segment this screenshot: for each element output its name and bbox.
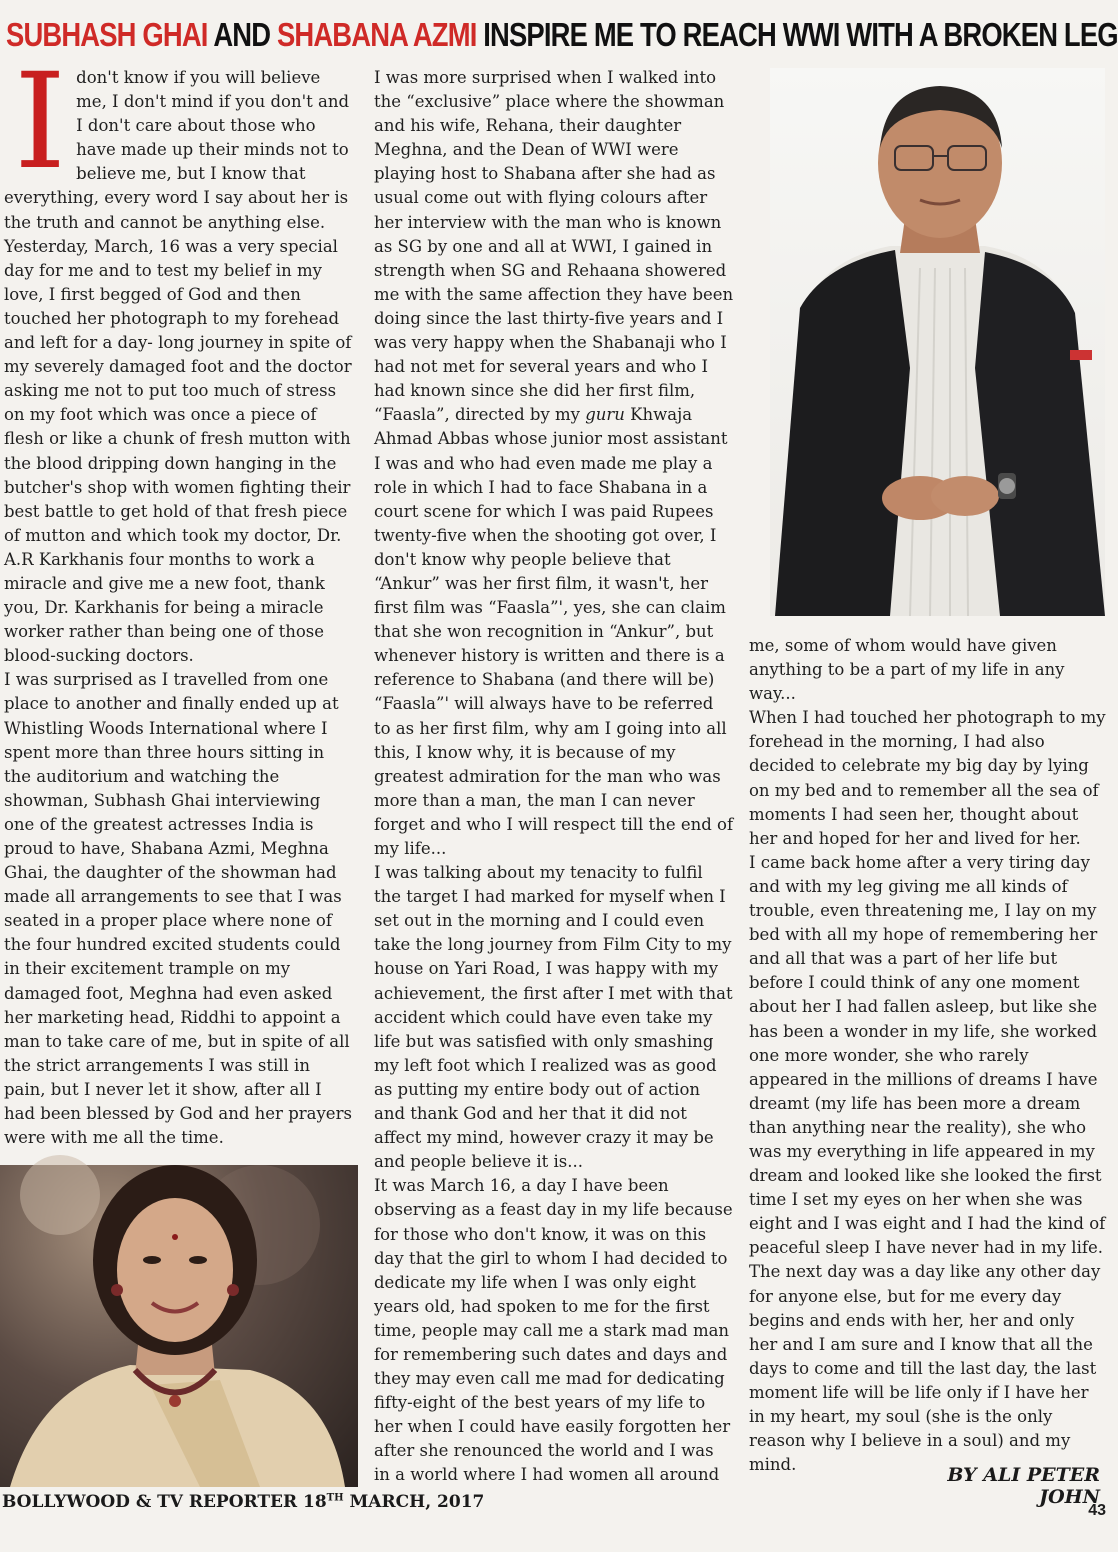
paragraph: Yesterday, March, 16 was a very special day for me and to test my belief in my love, I first begged of God and then touched her photograph to my forehead and left for a day- long journey in spite of my severely damaged foot and the doctor asking me not to put too much of stress on my foot which was once a piece of flesh or like a chunk of fresh mutton with the blood dripping down hanging in the butcher's shop with women fighting their best battle to get hold of that fresh piece of mutton and which took my doctor, Dr. A.R Karkhanis four months to work a miracle and give me a new foot, thank you, Dr. Karkhanis for being a miracle worker rather than being one of those blood-sucking doctors. — [4, 236, 352, 666]
paragraph: I was surprised as I travelled from one place to another and finally ended up at Whistling Woods International where I spent more than three hours sitting in the auditorium and watching the showman, Subhash Ghai interviewing one of the greatest actresses India is proud to have, Shabana Azmi, Meghna Ghai, the daughter of the showman had made all arrangements to see that I was seated in a proper place where none of the four hundred excited students could in their excitement trample on my damaged foot, Meghna had even asked her marketing head, Riddhi to appoint a man to take care of me, but in spite of all the strict arrangements I was still in pain, but I never let it show, after all I had been blessed by God and her prayers were with me all the time. — [4, 670, 352, 1148]
article-column-3 — [749, 634, 1107, 1475]
article-headline — [6, 14, 1118, 56]
subhash-ghai-photo — [770, 68, 1105, 616]
shabana-azmi-illustration — [0, 1165, 358, 1487]
publication-date: MARCH, 2017 — [343, 1492, 485, 1512]
shabana-azmi-photo — [0, 1165, 358, 1487]
paragraph: I was talking about my tenacity to fulfil the target I had marked for myself when I set out in the morning and I could even take the long journey from Film City to my house on Yari Road, I was happy with my achievement, the first after I met with that accident which could have even take my life but was satisfied with only smashing my left foot which I realized was as good as putting my entire body out of action and thank God and her that it did not affect my mind, however crazy it may be and people believe it is... — [374, 863, 733, 1172]
paragraph: don't know if you will believe me, I don't mind if you don't and I don't care about those who have made up their minds not to believe me, but I know that everything, every word I say about her is the truth and cannot be anything else. — [4, 68, 350, 232]
headline-name-1: SUBHASH GHAI — [6, 16, 208, 53]
drop-cap: I — [14, 45, 67, 199]
paragraph: It was March 16, a day I have been observing as a feast day in my life because for those who don't know, it was on this day that the girl to whom I had decided to dedicate my life when I was only eight years old, had spoken to me for the first time, people may call me a stark mad man for remembering such dates and days and they may even call me mad for dedicating fifty-eight of the best years of my life to her when I could have easily forgotten her after she renounced the world and I was in a world where I had women all around — [374, 1176, 733, 1485]
headline-connector: AND — [207, 16, 277, 53]
page-number: 43 — [1088, 1502, 1106, 1519]
paragraph: I came back home after a very tiring day and with my leg giving me all kinds of trouble, even threatening me, I lay on my bed with all my hope of remembering her and all that was a part of her life but before I could think of any one moment about her I had fallen asleep, but like she has been a wonder in my life, she worked one more wonder, she who rarely appeared in the millions of dreams I have dreamt (my life has been more a dream than anything near the reality), she who was my everything in life appeared in my dream and looked like she looked the first time I set my eyes on her when she was eight and I was eight and I had the kind of peaceful sleep I have never had in my life. — [749, 852, 1106, 1258]
paragraph: When I had touched her photograph to my forehead in the morning, I had also decided to celebrate my big day by lying on my bed and to remember all the sea of moments I had seen her, thought about her and hoped for her and lived for her. — [749, 708, 1106, 848]
headline-name-2: SHABANA AZMI — [276, 16, 477, 53]
article-column-1 — [4, 45, 354, 1151]
paragraph-text: I was more surprised when I walked into the “exclusive” place where the showman and his wife, Rehana, their daughter Meghna, and the Dean of WWI were playing host to Shabana after she had as usual come out with flying colours after her interview with the man who is known as SG by one and all at WWI, I gained in strength when SG and Rehaana showered me with the same affection they have been doing since the last thirty-five years and I was very happy when the Shabanaji who I had not met for several years and who I had known since she did her first film, “Faasla”, directed by my — [374, 68, 734, 425]
publication-name: BOLLYWOOD & TV REPORTER 18 — [2, 1492, 327, 1512]
paragraph: The next day was a day like any other day for anyone else, but for me every day begins and ends with her, her and only her and I am sure and I know that all the days to come and till the last day, the last moment life will be life only if I have her in my heart, my soul (she is the only reason why I believe in a soul) and my mind. — [749, 1262, 1101, 1475]
date-ordinal: TH — [326, 1492, 344, 1504]
article-column-2 — [374, 66, 734, 1484]
paragraph: me, some of whom would have given anything to be a part of my life in any way... — [749, 636, 1065, 704]
paragraph-text: Khwaja Ahmad Abbas whose junior most assistant I was and who had even made me play a role in which I had to face Shabana in a court scene for which I was paid Rupees twenty-five when the shooting got over, I don't know why people believe that “Ankur” was her first film, it wasn't, her first film was “Faasla”', yes, she can claim that she won recognition in “Ankur”, but whenever history is written and there is a reference to Shabana (and there will be) “Faasla”' will always have to be referred to as her first film, why am I going into all this, I know why, it is because of my greatest admiration for the man who was more than a man, the man I can never forget and who I will respect till the end of my life... — [374, 405, 734, 858]
subhash-ghai-illustration — [770, 68, 1105, 616]
paragraph — [374, 66, 734, 861]
headline-rest: INSPIRE ME TO REACH WWI WITH A BROKEN LEG — [476, 16, 1118, 53]
publication-footer — [2, 1492, 484, 1518]
italic-word: guru — [585, 405, 625, 425]
byline: BY ALI PETER JOHN — [947, 1464, 1100, 1508]
